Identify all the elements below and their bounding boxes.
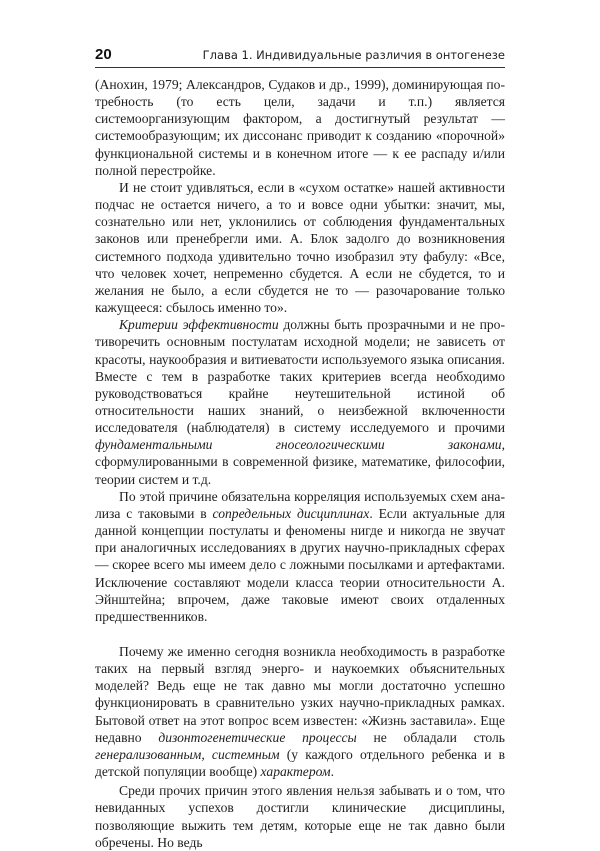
text-run: . Если актуальные для данной концепции постулаты и феномены нигде и никогда не звучат при аналогичных исследованиях в других научно-прикладных сферах — скорее всего мы имеем дело с ложными посылками и артефактами. Исключение составляют модели класса теории относительности А. Эйнштейна; впрочем, даже таковые имеют своих отдаленных предшественников. <box>95 505 505 624</box>
header-rule <box>95 67 505 68</box>
page-number: 20 <box>95 46 112 63</box>
italic-run: Критерии эффективности <box>119 317 279 333</box>
text-run: Почему же именно сегодня возникла необходимость в разработке таких на первый взгляд энерго- и наукоемких объяснительных моделей? Ведь еще не так давно мы могли достаточно успешно функционировать в сравнительно узких научно-прикладных рамках. Бытовой ответ на этот вопрос всем известен: «Жизнь заставила». Еще недавно <box>95 644 505 745</box>
paragraph <box>95 179 505 316</box>
text-run: , сформулированными в современной физике, математике, философии, теории систем и т.д. <box>95 437 505 487</box>
paragraph <box>95 488 505 625</box>
running-header <box>95 46 505 66</box>
text-run: Среди прочих причин этого явления нельзя забывать и о том, что невиданных успехов достигли клинические дисциплины, позволяющие выжить тем детям, которые еще не так давно были обречены. Но ведь <box>95 783 505 850</box>
chapter-title: Глава 1. Индивидуальные различия в онтогенезе <box>202 48 505 62</box>
italic-run: генерализованным, системным <box>95 746 280 762</box>
text-run: И не стоит удивляться, если в «сухом остатке» нашей активности подчас не остается ничего, а то и вовсе одни убытки: значит, мы, сознательно или нет, уклонились от соблюдения фундаментальных законов или пренебрегли ими. А. Блок задолго до возникновения системного подхода удивительно точно изобразил эту фабулу: «Все, что человек хочет, непременно сбудется. А если не сбудется, то и желания не было, а если сбудется не то — разочарование только кажущееся: сбылось именно то». <box>95 179 505 316</box>
text-run: не обладали столь <box>356 729 505 745</box>
paragraph <box>95 782 505 851</box>
body-text <box>95 76 505 851</box>
italic-run: фундаментальными гносеологическими законами <box>95 437 502 453</box>
paragraph <box>95 316 505 488</box>
text-run: должны быть прозрачными и не противоречить основным постулатам исходной модели; не зависеть от красоты, наукообразия и витиеватости используемого языка описания. Вместе с тем в разработке таких критериев всегда необходимо руководствоваться крайне неутешительной истиной об относительности наших знаний, о неизбежной включенности исследователя (наблюдателя) в систему исследуемого и прочими <box>95 317 506 436</box>
italic-run: дизонтогенетические процессы <box>158 729 357 745</box>
paragraph <box>95 643 505 780</box>
paragraph <box>95 76 505 179</box>
text-run: (Анохин, 1979; Александров, Судаков и др., 1999), доминирующая потребность (то есть цели, задачи и т.п.) является системоорганизующим фактором, а достигнутый результат — системообразующим; их диссонанс приводит к созданию «порочной» функциональной системы и в конечном итоге — к ее распаду и/или полной перестройке. <box>95 77 505 178</box>
text-run: . <box>330 764 334 780</box>
italic-run: сопредельных дисциплинах <box>212 505 370 521</box>
text-run: По этой причине обязательна корреляция используемых схем анализа с таковыми в <box>95 488 505 521</box>
text-run: (у каждого отдельного ребенка и в детской популяции вообще) <box>95 746 505 780</box>
italic-run: характером <box>260 764 331 780</box>
